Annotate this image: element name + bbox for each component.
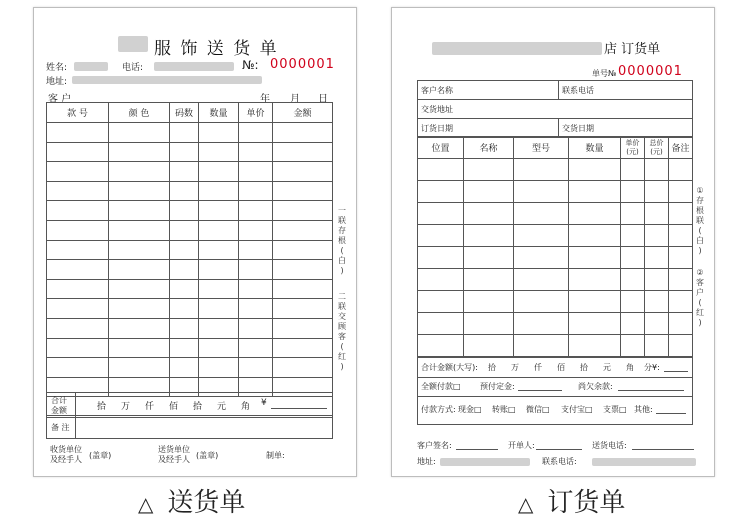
table-cell[interactable] xyxy=(621,291,645,313)
table-row xyxy=(418,335,693,357)
table-cell[interactable] xyxy=(109,123,170,143)
table-cell[interactable] xyxy=(170,123,199,143)
delivery-items-table xyxy=(46,102,333,397)
pay-alipay-checkbox[interactable]: 支付宝□ xyxy=(561,405,593,414)
table-cell[interactable] xyxy=(170,162,199,182)
table-cell[interactable] xyxy=(621,225,645,247)
order-unit-1: 拾 xyxy=(488,363,496,372)
table-cell[interactable] xyxy=(109,181,170,201)
table-cell[interactable] xyxy=(239,318,273,338)
table-cell[interactable] xyxy=(514,335,569,357)
customer-sign-label: 客户签名: xyxy=(417,441,452,450)
delivery-phone-label: 送货电话: xyxy=(592,441,627,450)
order-summary-block xyxy=(417,357,693,425)
customer-name-label: 客户名称 xyxy=(421,86,453,95)
table-cell[interactable] xyxy=(273,123,333,143)
order-unit-7: 角 xyxy=(626,363,634,372)
table-cell[interactable] xyxy=(645,159,669,181)
table-cell[interactable] xyxy=(273,338,333,358)
table-row xyxy=(418,269,693,291)
table-cell[interactable] xyxy=(170,142,199,162)
table-cell[interactable] xyxy=(109,358,170,378)
sender-label-2: 及经手人 xyxy=(158,455,190,464)
table-cell[interactable] xyxy=(669,291,693,313)
table-cell[interactable] xyxy=(199,358,239,378)
table-cell[interactable] xyxy=(239,201,273,221)
table-cell[interactable] xyxy=(569,203,621,225)
col-remark: 备注 xyxy=(669,137,693,159)
table-cell[interactable] xyxy=(273,181,333,201)
table-cell[interactable] xyxy=(645,269,669,291)
table-cell[interactable] xyxy=(669,269,693,291)
side-copy-1: 一 联 存 根 ( 白 ) xyxy=(338,206,346,275)
payment-method-label: 付款方式: xyxy=(421,405,456,414)
table-cell[interactable] xyxy=(239,181,273,201)
table-cell[interactable] xyxy=(109,318,170,338)
deposit-label: 预付定金: xyxy=(480,382,515,391)
blurred-name xyxy=(74,62,108,71)
table-cell[interactable] xyxy=(109,338,170,358)
triangle-icon: △ xyxy=(518,491,534,516)
side-copy-2: 二 联 交 顾 客 ( 红 ) xyxy=(338,292,346,371)
shop-contact-label: 联系电话: xyxy=(542,457,577,466)
table-cell[interactable] xyxy=(47,162,109,182)
receiver-seal: (盖章) xyxy=(89,451,112,460)
table-row xyxy=(47,338,333,358)
order-number: 0000001 xyxy=(618,64,683,79)
col-total-price: 总价 (元) xyxy=(645,137,669,159)
date-year: 年 xyxy=(260,94,270,105)
order-date-label: 订货日期 xyxy=(421,124,453,133)
table-cell[interactable] xyxy=(239,299,273,319)
remark-label: 备 注 xyxy=(51,423,70,432)
table-cell[interactable] xyxy=(645,203,669,225)
total-unit-1: 拾 xyxy=(97,402,107,412)
table-row xyxy=(47,123,333,143)
table-cell[interactable] xyxy=(239,260,273,280)
date-month: 月 xyxy=(290,94,300,105)
maker-label: 制单: xyxy=(266,451,285,460)
delivery-address-label: 交货地址 xyxy=(421,105,453,114)
table-cell[interactable] xyxy=(621,159,645,181)
table-cell[interactable] xyxy=(418,335,464,357)
pay-cheque-checkbox[interactable]: 支票□ xyxy=(603,405,627,414)
table-cell[interactable] xyxy=(464,335,514,357)
order-number-label: 单号№ xyxy=(592,69,617,78)
order-form-title: 店 订货单 xyxy=(604,42,661,57)
table-cell[interactable] xyxy=(239,142,273,162)
table-cell[interactable] xyxy=(464,159,514,181)
delivery-date-label: 交货日期 xyxy=(562,124,594,133)
number-label: №: xyxy=(242,58,259,72)
table-cell[interactable] xyxy=(47,279,109,299)
table-cell[interactable] xyxy=(418,225,464,247)
total-unit-5: 拾 xyxy=(193,402,203,412)
table-row xyxy=(418,225,693,247)
sender-label-1: 送货单位 xyxy=(158,445,190,454)
table-cell[interactable] xyxy=(418,291,464,313)
contact-phone-label: 联系电话 xyxy=(562,86,594,95)
table-cell[interactable] xyxy=(109,162,170,182)
table-cell[interactable] xyxy=(569,313,621,335)
table-cell[interactable] xyxy=(47,181,109,201)
table-cell[interactable] xyxy=(239,279,273,299)
table-cell[interactable] xyxy=(47,260,109,280)
table-cell[interactable] xyxy=(621,335,645,357)
table-cell[interactable] xyxy=(569,291,621,313)
table-cell[interactable] xyxy=(418,159,464,181)
table-cell[interactable] xyxy=(273,142,333,162)
delivery-caption: △ 送货单 xyxy=(138,488,246,518)
table-cell[interactable] xyxy=(47,123,109,143)
table-cell[interactable] xyxy=(569,225,621,247)
table-cell[interactable] xyxy=(109,220,170,240)
table-cell[interactable] xyxy=(621,203,645,225)
table-row xyxy=(418,181,693,203)
table-row xyxy=(47,181,333,201)
table-cell[interactable] xyxy=(109,260,170,280)
delivery-note-title: 服 饰 送 货 单 xyxy=(154,39,279,59)
order-unit-2: 万 xyxy=(511,363,519,372)
receiver-label-1: 收货单位 xyxy=(50,445,82,454)
table-cell[interactable] xyxy=(109,299,170,319)
table-row xyxy=(418,291,693,313)
table-cell[interactable] xyxy=(418,203,464,225)
order-unit-3: 仟 xyxy=(534,363,542,372)
col-amount: 金额 xyxy=(273,103,333,123)
table-cell[interactable] xyxy=(199,220,239,240)
col-color: 颜 色 xyxy=(109,103,170,123)
table-cell[interactable] xyxy=(199,142,239,162)
table-cell[interactable] xyxy=(514,313,569,335)
order-form-sheet xyxy=(391,7,715,477)
table-cell[interactable] xyxy=(199,299,239,319)
table-cell[interactable] xyxy=(569,269,621,291)
receiver-label-2: 及经手人 xyxy=(50,455,82,464)
order-caption: △ 订货单 xyxy=(518,488,626,518)
blurred-phone xyxy=(154,62,234,71)
table-cell[interactable] xyxy=(199,338,239,358)
table-row xyxy=(47,162,333,182)
table-cell[interactable] xyxy=(464,313,514,335)
table-cell[interactable] xyxy=(47,220,109,240)
table-cell[interactable] xyxy=(464,225,514,247)
table-row xyxy=(47,279,333,299)
table-cell[interactable] xyxy=(621,269,645,291)
table-row xyxy=(418,313,693,335)
table-row xyxy=(47,142,333,162)
total-unit-6: 元 xyxy=(217,402,227,412)
table-cell[interactable] xyxy=(645,225,669,247)
table-cell[interactable] xyxy=(621,181,645,203)
table-cell[interactable] xyxy=(645,291,669,313)
table-cell[interactable] xyxy=(569,159,621,181)
col-quantity: 数量 xyxy=(569,137,621,159)
col-unit-price: 单价 (元) xyxy=(621,137,645,159)
table-cell[interactable] xyxy=(273,162,333,182)
table-cell[interactable] xyxy=(239,123,273,143)
table-cell[interactable] xyxy=(418,247,464,269)
table-cell[interactable] xyxy=(239,162,273,182)
table-cell[interactable] xyxy=(170,338,199,358)
table-cell[interactable] xyxy=(170,299,199,319)
table-cell[interactable] xyxy=(621,313,645,335)
blurred-shop-name xyxy=(432,42,602,55)
table-cell[interactable] xyxy=(273,201,333,221)
table-cell[interactable] xyxy=(418,181,464,203)
table-cell[interactable] xyxy=(514,203,569,225)
order-info-block xyxy=(417,80,693,138)
table-cell[interactable] xyxy=(273,260,333,280)
table-cell[interactable] xyxy=(109,240,170,260)
table-cell[interactable] xyxy=(170,220,199,240)
table-cell[interactable] xyxy=(170,358,199,378)
table-cell[interactable] xyxy=(669,159,693,181)
table-row xyxy=(47,318,333,338)
table-cell[interactable] xyxy=(170,201,199,221)
total-label-2: 金额 xyxy=(51,406,67,415)
table-cell[interactable] xyxy=(47,358,109,378)
table-row xyxy=(47,240,333,260)
table-cell[interactable] xyxy=(199,279,239,299)
table-cell[interactable] xyxy=(273,299,333,319)
pay-cash-checkbox[interactable]: 现金□ xyxy=(458,405,482,414)
table-cell[interactable] xyxy=(464,181,514,203)
table-cell[interactable] xyxy=(170,260,199,280)
order-items-table xyxy=(417,136,693,357)
table-cell[interactable] xyxy=(669,335,693,357)
col-unit-price: 单价 xyxy=(239,103,273,123)
remark-row xyxy=(46,415,333,439)
table-cell[interactable] xyxy=(514,159,569,181)
total-unit-2: 万 xyxy=(121,402,131,412)
table-cell[interactable] xyxy=(514,181,569,203)
table-cell[interactable] xyxy=(47,142,109,162)
table-cell[interactable] xyxy=(669,247,693,269)
table-cell[interactable] xyxy=(109,142,170,162)
pay-other-label: 其他: xyxy=(634,405,653,414)
blurred-shop-address xyxy=(440,458,530,466)
full-payment-checkbox[interactable]: 全额付款□ xyxy=(421,382,461,391)
table-cell[interactable] xyxy=(273,318,333,338)
table-cell[interactable] xyxy=(273,279,333,299)
table-row xyxy=(47,358,333,378)
sender-seal: (盖章) xyxy=(196,451,219,460)
table-cell[interactable] xyxy=(109,201,170,221)
table-row xyxy=(47,299,333,319)
col-name: 名称 xyxy=(464,137,514,159)
table-cell[interactable] xyxy=(569,247,621,269)
table-cell[interactable] xyxy=(47,240,109,260)
table-cell[interactable] xyxy=(645,313,669,335)
table-header-row xyxy=(47,103,333,123)
table-cell[interactable] xyxy=(170,181,199,201)
total-amount-line xyxy=(271,408,327,409)
table-cell[interactable] xyxy=(669,313,693,335)
table-cell[interactable] xyxy=(199,201,239,221)
order-unit-5: 拾 xyxy=(580,363,588,372)
table-cell[interactable] xyxy=(170,240,199,260)
table-cell[interactable] xyxy=(239,240,273,260)
table-cell[interactable] xyxy=(669,181,693,203)
table-cell[interactable] xyxy=(239,358,273,378)
phone-label: 电话: xyxy=(122,63,144,73)
table-cell[interactable] xyxy=(47,318,109,338)
table-row xyxy=(418,159,693,181)
table-cell[interactable] xyxy=(569,181,621,203)
balance-label: 尚欠余款: xyxy=(578,382,613,391)
delivery-note-sheet xyxy=(33,7,357,477)
table-cell[interactable] xyxy=(514,225,569,247)
date-day: 日 xyxy=(318,94,328,105)
table-cell[interactable] xyxy=(645,181,669,203)
triangle-icon: △ xyxy=(138,491,154,516)
table-cell[interactable] xyxy=(273,240,333,260)
order-unit-6: 元 xyxy=(603,363,611,372)
table-cell[interactable] xyxy=(418,269,464,291)
table-cell[interactable] xyxy=(199,181,239,201)
total-amount-label: 合计金额(大写): xyxy=(421,363,478,372)
address-label: 地址: xyxy=(46,77,68,87)
col-model: 型号 xyxy=(514,137,569,159)
table-row xyxy=(418,247,693,269)
customer-label: 客 户 xyxy=(48,94,72,105)
table-cell[interactable] xyxy=(514,247,569,269)
table-cell[interactable] xyxy=(239,220,273,240)
table-row xyxy=(47,260,333,280)
table-cell[interactable] xyxy=(569,335,621,357)
col-quantity: 数量 xyxy=(199,103,239,123)
table-cell[interactable] xyxy=(514,291,569,313)
table-cell[interactable] xyxy=(645,335,669,357)
table-cell[interactable] xyxy=(464,269,514,291)
table-cell[interactable] xyxy=(418,313,464,335)
table-cell[interactable] xyxy=(645,247,669,269)
order-unit-4: 佰 xyxy=(557,363,565,372)
table-cell[interactable] xyxy=(109,279,170,299)
table-cell[interactable] xyxy=(273,220,333,240)
table-cell[interactable] xyxy=(47,299,109,319)
table-cell[interactable] xyxy=(239,338,273,358)
table-cell[interactable] xyxy=(199,123,239,143)
table-row xyxy=(47,220,333,240)
issuer-label: 开单人: xyxy=(508,441,535,450)
order-side-copy-2: ② 客 户 ( 红 ) xyxy=(696,268,704,327)
total-unit-7: 角 xyxy=(241,402,251,412)
pay-transfer-checkbox[interactable]: 转账□ xyxy=(492,405,516,414)
table-row xyxy=(418,203,693,225)
table-cell[interactable] xyxy=(669,225,693,247)
name-label: 姓名: xyxy=(46,63,68,73)
total-unit-8: ¥ xyxy=(261,398,267,408)
order-table-header xyxy=(418,137,693,159)
table-row xyxy=(47,201,333,221)
col-size: 码数 xyxy=(170,103,199,123)
pay-wechat-checkbox[interactable]: 微信□ xyxy=(526,405,550,414)
table-cell[interactable] xyxy=(47,201,109,221)
shop-address-label: 地址: xyxy=(417,457,436,466)
table-cell[interactable] xyxy=(199,260,239,280)
total-unit-4: 佰 xyxy=(169,402,179,412)
table-cell[interactable] xyxy=(273,358,333,378)
table-cell[interactable] xyxy=(170,318,199,338)
table-cell[interactable] xyxy=(464,203,514,225)
table-cell[interactable] xyxy=(464,291,514,313)
table-cell[interactable] xyxy=(621,247,645,269)
table-cell[interactable] xyxy=(464,247,514,269)
table-cell[interactable] xyxy=(514,269,569,291)
table-cell[interactable] xyxy=(669,203,693,225)
table-cell[interactable] xyxy=(170,279,199,299)
col-style-no: 款 号 xyxy=(47,103,109,123)
table-cell[interactable] xyxy=(47,338,109,358)
blurred-shop-phone xyxy=(592,458,696,466)
table-cell[interactable] xyxy=(199,162,239,182)
col-position: 位置 xyxy=(418,137,464,159)
order-side-copy-1: ① 存 根 联 ( 白 ) xyxy=(696,186,704,255)
blurred-shop-name xyxy=(118,36,148,52)
total-unit-3: 仟 xyxy=(145,402,155,412)
order-unit-8: 分¥: xyxy=(644,363,660,372)
table-cell[interactable] xyxy=(199,240,239,260)
table-cell[interactable] xyxy=(199,318,239,338)
blurred-address xyxy=(72,76,262,84)
total-label-1: 合计 xyxy=(51,396,67,405)
serial-number: 0000001 xyxy=(270,57,335,72)
